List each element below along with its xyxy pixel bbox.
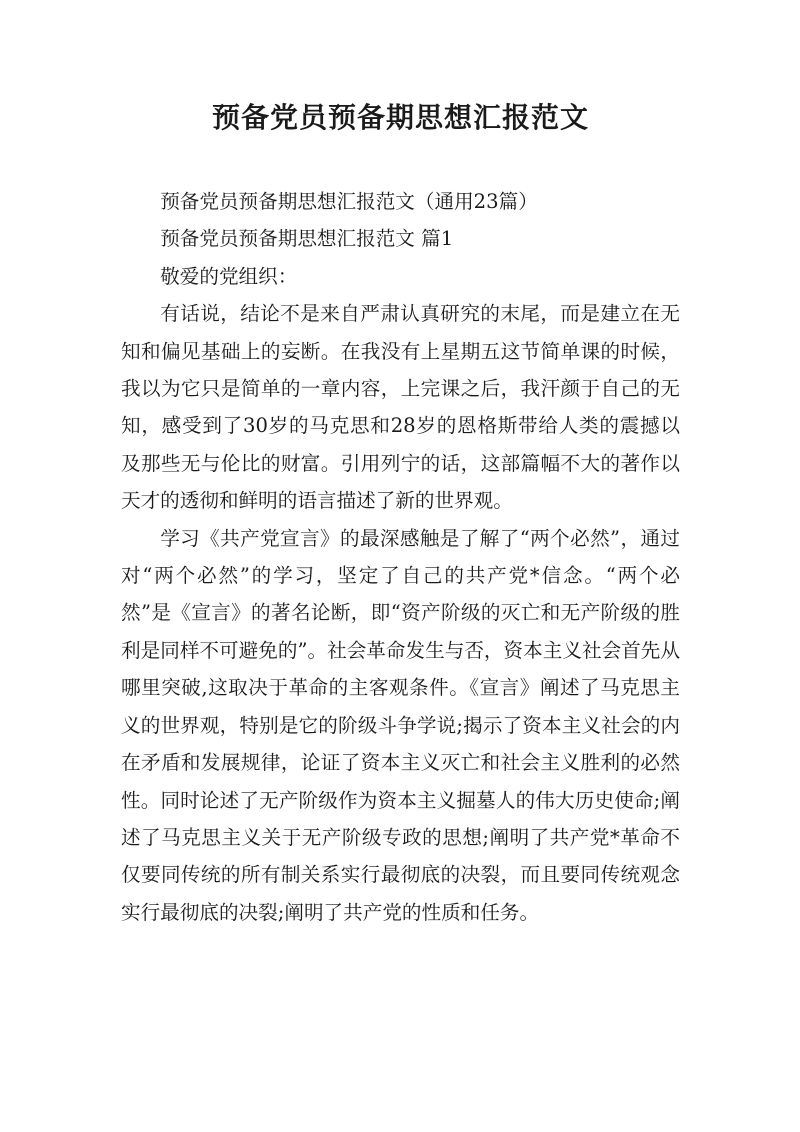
body-paragraph-2: 学习《共产党宣言》的最深感触是了解了“两个必然”，通过对“两个必然”的学习，坚定了自己的共产党*信念。“两个必然”是《宣言》的著名论断，即“资产阶级的灭亡和无产阶级的胜利是同样不可避免的”。社会革命发生与否，资本主义社会首先从哪里突破,这取决于革命的主客观条件。《宣言》阐述了马克思主义的世界观，特别是它的阶级斗争学说;揭示了资本主义社会的内在矛盾和发展规律，论证了资本主义灭亡和社会主义胜利的必然性。同时论述了无产阶级作为资本主义掘墓人的伟大历史使命;阐述了马克思主义关于无产阶级专政的思想;阐明了共产党*革命不仅要同传统的所有制关系实行最彻底的决裂，而且要同传统观念实行最彻底的决裂;阐明了共产党的性质和任务。 bbox=[121, 526, 680, 924]
body-paragraph-1: 有话说，结论不是来自严肃认真研究的末尾，而是建立在无知和偏见基础上的妄断。在我没有上星期五这节简单课的时候，我以为它只是简单的一章内容，上完课之后，我汗颜于自己的无知，感受到了30岁的马克思和28岁的恩格斯带给人类的震撼以及那些无与伦比的财富。引用列宁的话，这部篇幅不大的著作以天才的透彻和鲜明的语言描述了新的世界观。 bbox=[121, 302, 680, 513]
document-subtitle: 预备党员预备期思想汇报范文（通用23篇） bbox=[160, 190, 538, 213]
document-body bbox=[121, 183, 680, 931]
salutation: 敬爱的党组织： bbox=[160, 264, 298, 288]
chapter-heading: 预备党员预备期思想汇报范文 篇1 bbox=[160, 227, 454, 251]
document-title: 预备党员预备期思想汇报范文 bbox=[211, 101, 589, 134]
